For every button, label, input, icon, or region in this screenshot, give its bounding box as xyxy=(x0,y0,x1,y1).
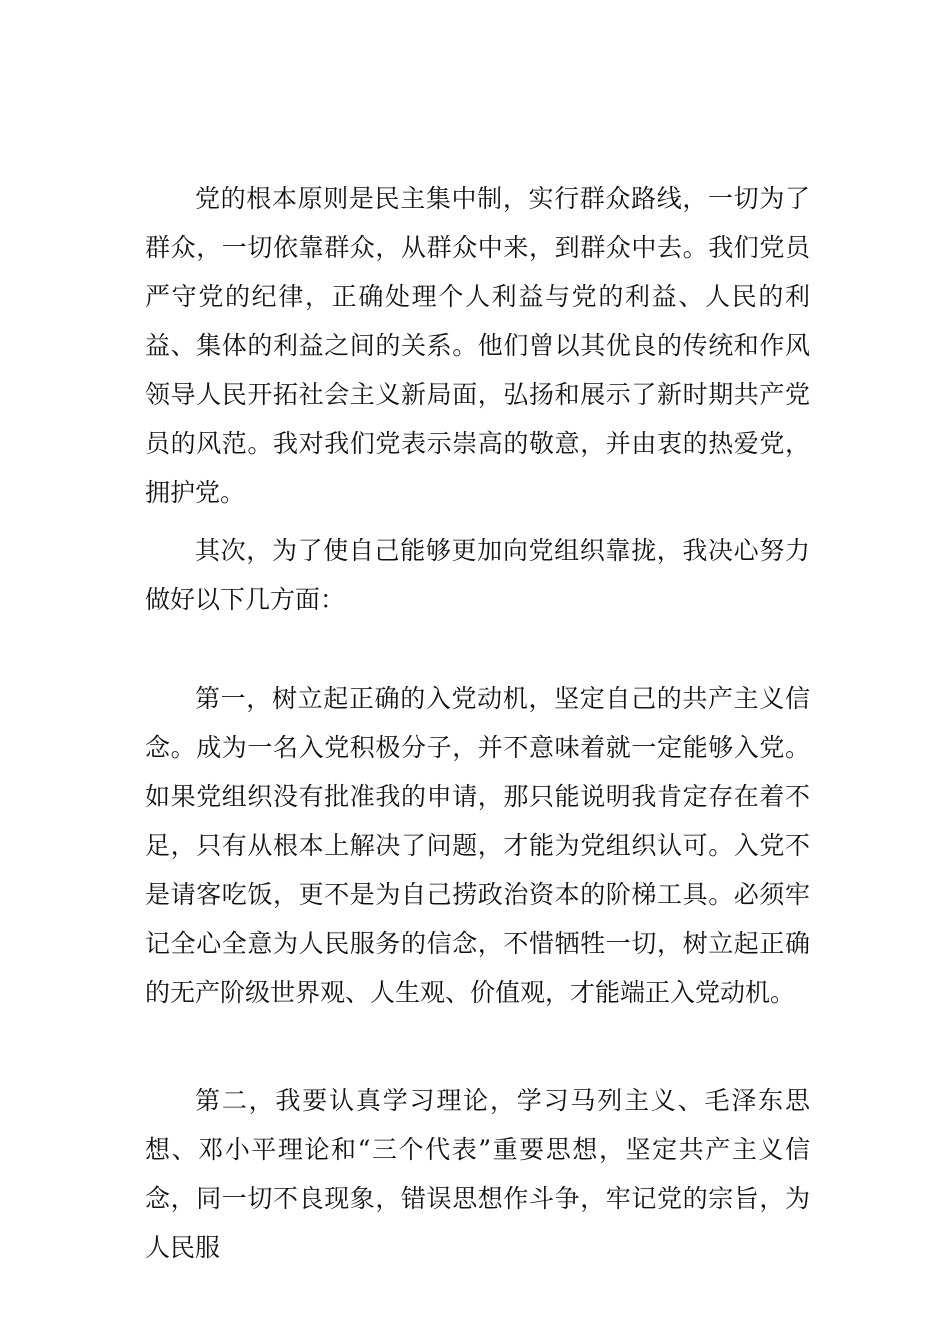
paragraph-point-two: 第二，我要认真学习理论，学习马列主义、毛泽东思想、邓小平理论和“三个代表”重要思想，坚定共产主义信念，同一切不良现象，错误思想作斗争，牢记党的宗旨，为人民服 xyxy=(145,1086,810,1262)
paragraph-party-principles: 党的根本原则是民主集中制，实行群众路线，一切为了群众，一切依靠群众，从群众中来，到群众中去。我们党员严守党的纪律，正确处理个人利益与党的利益、人民的利益、集体的利益之间的关系。他们曾以其优良的传统和作风领导人民开拓社会主义新局面，弘扬和展示了新时期共产党员的风范。我对我们党表示崇高的敬意，并由衷的热爱党，拥护党。 xyxy=(145,184,810,507)
paragraph-point-one: 第一，树立起正确的入党动机，坚定自己的共产主义信念。成为一名入党积极分子，并不意味着就一定能够入党。如果党组织没有批准我的申请，那只能说明我肯定存在着不足，只有从根本上解决了问题，才能为党组织认可。入党不是请客吃饭，更不是为自己捞政治资本的阶梯工具。必须牢记全心全意为人民服务的信念，不惜牺牲一切，树立起正确的无产阶级世界观、人生观、价值观，才能端正入党动机。 xyxy=(145,684,810,1007)
paragraph-resolution-intro: 其次，为了使自己能够更加向党组织靠拢，我决心努力做好以下几方面： xyxy=(145,536,810,614)
